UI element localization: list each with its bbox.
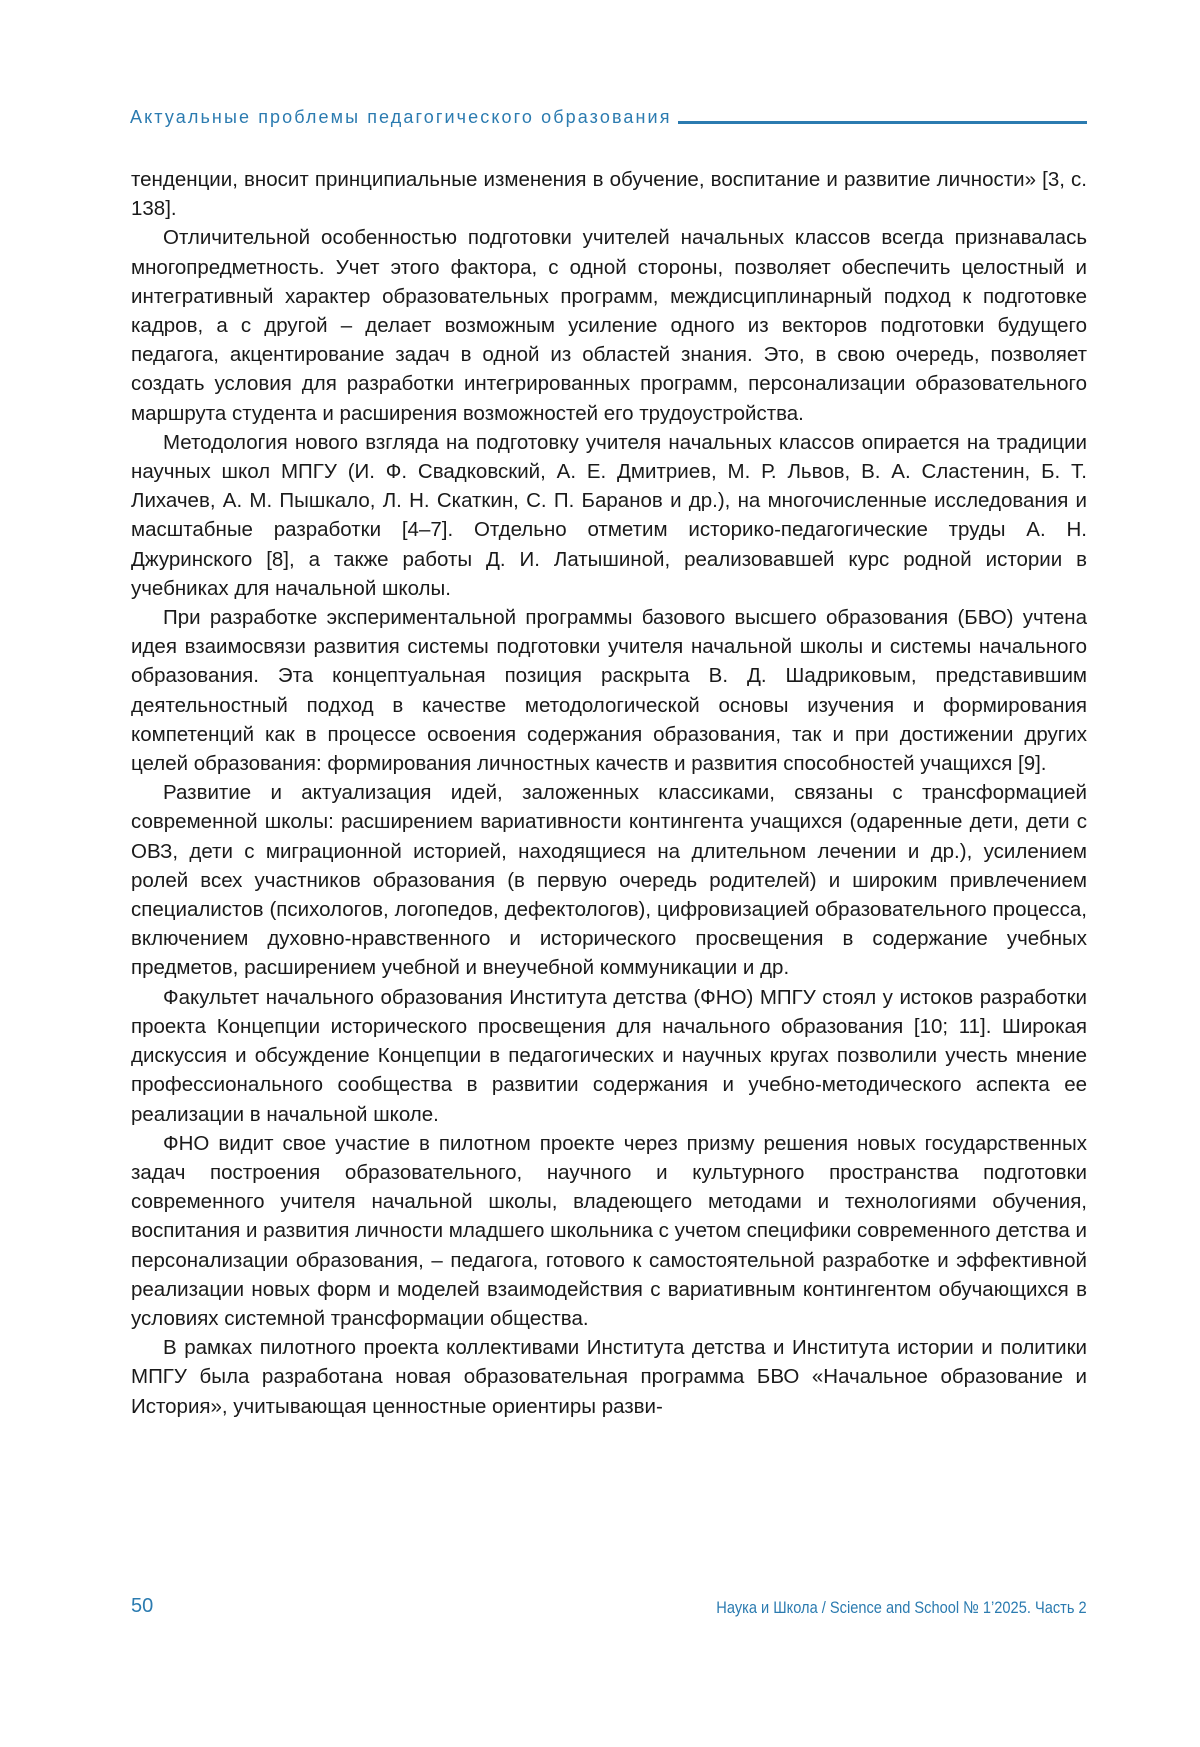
running-header [130, 103, 1087, 127]
article-body [131, 165, 1087, 1421]
paragraph: Отличительной особенностью подготовки учителей начальных классов всегда признавалась многопредметность. Учет этого фактора, с одной стороны, позволяет обеспечить целостный и интегративный характер образовательных программ, междисциплинарный подход к подготовке кадров, а с другой – делает возможным усиление одного из векторов подготовки будущего педагога, акцентирование задач в одной из областей знания. Это, в свою очередь, позволяет создать условия для разработки интегрированных программ, персонализации образовательного маршрута студента и расширения возможностей его трудоустройства. [131, 226, 1087, 425]
running-header-title: Актуальные проблемы педагогического образования [130, 107, 672, 127]
page-footer [131, 1592, 1087, 1618]
paragraph: Факультет начального образования Института детства (ФНО) МПГУ стоял у истоков разработки проекта Концепции исторического просвещения для начального образования [10; 11]. Широкая дискуссия и обсуждение Концепции в педагогических и научных кругах позволили учесть мнение профессионального сообщества в развитии содержания и учебно-методического аспекта ее реализации в начальной школе. [131, 985, 1087, 1126]
paragraph: В рамках пилотного проекта коллективами Института детства и Института истории и политики МПГУ была разработана новая образовательная программа БВО «Начальное образование и История», учитывающая ценностные ориентиры разви- [131, 1336, 1087, 1418]
paragraph: Развитие и актуализация идей, заложенных классиками, связаны с трансформацией современной школы: расширением вариативности контингента учащихся (одаренные дети, дети с ОВЗ, дети с миграционной историей, находящиеся на длительном лечении и др.), усилением ролей всех участников образования (в первую очередь родителей) и широким привлечением специалистов (психологов, логопедов, дефектологов), цифровизацией образовательного процесса, включением духовно-нравственного и исторического просвещения в содержание учебных предметов, расширением учебной и внеучебной коммуникации и др. [131, 781, 1087, 980]
paragraph: ФНО видит свое участие в пилотном проекте через призму решения новых государственных задач построения образовательного, научного и культурного пространства подготовки современного учителя начальной школы, владеющего методами и технологиями обучения, воспитания и развития личности младшего школьника с учетом специфики современного детства и персонализации образования, – педагога, готового к самостоятельной разработке и эффективной реализации новых форм и моделей взаимодействия с вариативным контингентом обучающихся в условиях системной трансформации общества. [131, 1131, 1087, 1330]
page-number: 50 [131, 1595, 154, 1617]
running-header-rule [678, 121, 1087, 124]
paragraph: Методология нового взгляда на подготовку учителя начальных классов опирается на традиции научных школ МПГУ (И. Ф. Свадковский, А. Е. Дмитриев, М. Р. Львов, В. А. Сластенин, Б. Т. Лихачев, А. М. Пышкало, Л. Н. Скаткин, С. П. Баранов и др.), на многочисленные исследования и масштабные разработки [4–7]. Отдельно отметим историко-педагогические труды А. Н. Джуринского [8], а также работы Д. И. Латышиной, реализовавшей курс родной истории в учебниках для начальной школы. [131, 430, 1087, 600]
paragraph: При разработке экспериментальной программы базового высшего образования (БВО) учтена идея взаимосвязи развития системы подготовки учителя начальной школы и системы начального образования. Эта концептуальная позиция раскрыта В. Д. Шадриковым, представившим деятельностный подход в качестве методологической основы изучения и формирования компетенций как в процессе освоения содержания образования, так и при достижении других целей образования: формирования личностных качеств и развития способностей учащихся [9]. [131, 606, 1087, 776]
paragraph-continuation: тенденции, вносит принципиальные изменения в обучение, воспитание и развитие личности» [3, с. 138]. [131, 168, 1087, 221]
journal-issue-info: Наука и Школа / Science and School № 1’2025. Часть 2 [716, 1598, 1087, 1617]
